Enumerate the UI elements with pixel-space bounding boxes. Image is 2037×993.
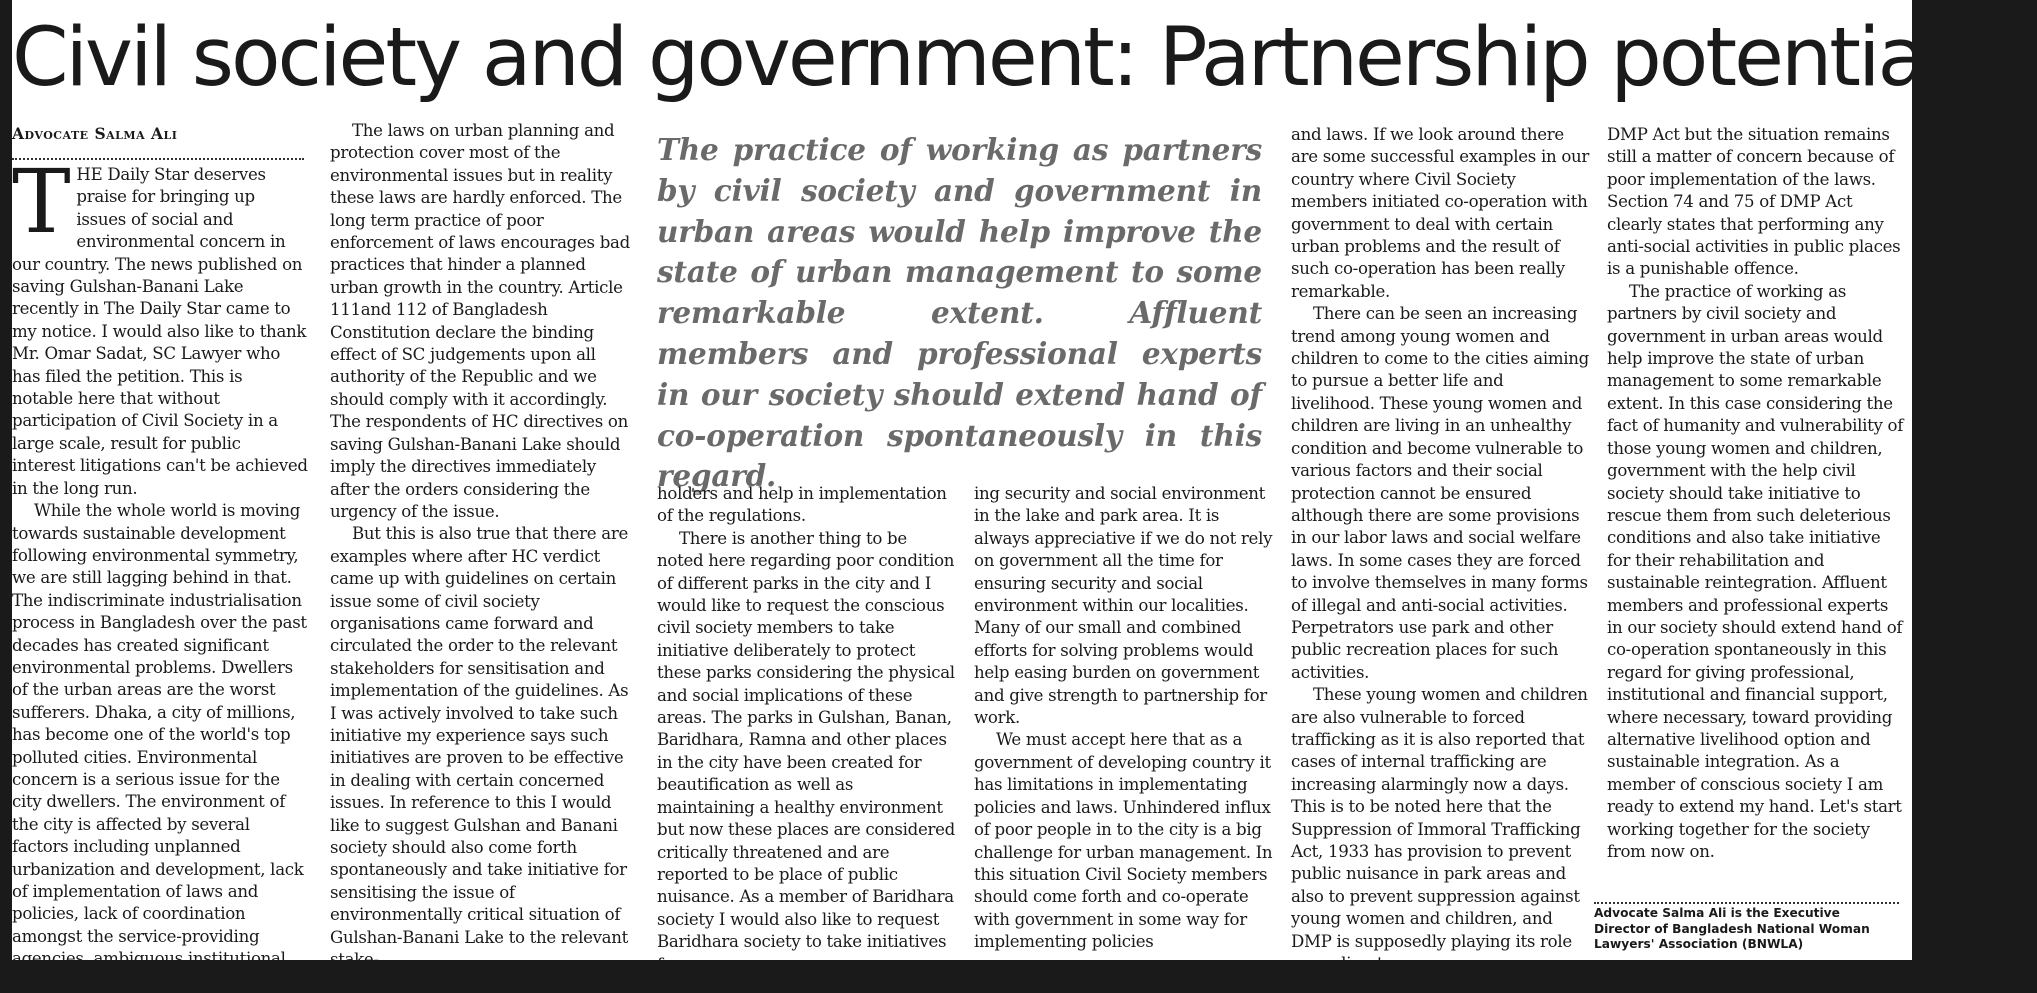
- paragraph: DMP Act but the situation remains still a matter of concern because of poor implementation of the laws. Section 74 and 75 of DMP Act clearly states that performing any anti-social activities in public places is a punishable offence.: [1607, 125, 1901, 279]
- author-credit: Advocate Salma Ali is the Executive Director of Bangladesh National Woman Lawyers' Association (BNWLA): [1594, 906, 1870, 952]
- headline: Civil society and government: Partnership potentiality: [12, 11, 2037, 105]
- byline: Advocate Salma Ali: [12, 124, 178, 143]
- paragraph: The laws on urban planning and protection cover most of the environmental issues but in reality these laws are hardly enforced. The long term practice of poor enforcement of laws encourages bad practices that hinder a planned urban growth in the country. Article 111and 112 of Bangladesh Constitution declare the binding effect of SC judgements upon all authority of the Republic and we should comply with it accordingly. The respondents of HC directives on saving Gulshan-Banani Lake should imply the directives immediately after the orders considering the urgency of the issue.: [330, 121, 630, 521]
- newspaper-page: [12, 0, 2037, 991]
- paragraph: These young women and children are also vulnerable to forced trafficking as it is also reported that cases of internal trafficking are increasing alarmingly now a days. This is to be noted here that the Suppression of Immoral Trafficking Act, 1933 has provision to prevent public nuisance in park areas and also to prevent suppression against young women and children, and DMP is supposedly playing its role according to: [1291, 685, 1588, 974]
- paragraph: ing security and social environment in the lake and park area. It is always appreciative if we do not rely on government all the time for ensuring security and social environment within our localities. Many of our small and combined efforts for solving problems would help easing burden on government and give strength to partnership for work.: [974, 484, 1273, 728]
- paragraph: holders and help in implementation of the regulations.: [657, 484, 947, 526]
- paragraph: While the whole world is moving towards sustainable development following environmental symmetry, we are still lagging behind in that. The indiscriminate industrialisation process in Bangladesh over the past decades has created significant environmental problems. Dwellers of the urban areas are the worst sufferers. Dhaka, a city of millions, has become one of the world's top polluted cities. Environmental concern is a serious issue for the city dwellers. The environment of the city is affected by several factors including unplanned urbanization and development, lack of implementation of laws and policies, lack of coordination amongst the service-providing agencies, ambiguous institutional arrangements and so on.: [12, 501, 307, 991]
- column-2: [330, 120, 630, 971]
- paragraph: But this is also true that there are examples where after HC verdict came up with guidelines on certain issue some of civil society organisations came forward and circulated the order to the relevant stakeholders for sensitisation and implementation of the guidelines. As I was actively involved to take such initiative my experience says such initiatives are proven to be effective in dealing with certain concerned issues. In reference to this I would like to suggest Gulshan and Banani society should also come forth spontaneously and take initiative for sensitising the issue of environmentally critical situation of Gulshan-Banani Lake to the relevant stake-: [330, 524, 629, 970]
- column-3: [657, 483, 955, 976]
- column-5: [1291, 124, 1591, 975]
- paragraph: We must accept here that as a government of developing country it has limitations in implementating policies and laws. Unhindered influx of poor people in to the city is a big challenge for urban management. In this situation Civil Society members should come forth and co-operate with government in some way for implementing policies: [974, 730, 1273, 952]
- column-4: [974, 483, 1274, 954]
- paragraph: [12, 150, 308, 500]
- column-6: [1607, 124, 1907, 863]
- paragraph: There can be seen an increasing trend among young women and children to come to the cities aiming to pursue a better life and livelihood. These young women and children are living in an unhealthy condition and become vulnerable to various factors and their social protection cannot be ensured although there are some provisions in our labor laws and social welfare laws. In some cases they are forced to involve themselves in many forms of illegal and anti-social activities. Perpetrators use park and other public recreation places for such activities.: [1291, 304, 1589, 682]
- paragraph: The practice of working as partners by civil society and government in urban areas would help improve the state of urban management to some remarkable extent. In this case considering the fact of humanity and vulnerability of those young women and children, government with the help civil society should take initiative to rescue them from such deleterious conditions and also take initiative for their rehabilitation and sustainable reintegration. Affluent members and professional experts in our society should extend hand of co-operation spontaneously in this regard for giving professional, institutional and financial support, where necessary, toward providing alternative livelihood option and sustainable integration. As a member of conscious society I am ready to extend my hand. Let's start working together for the society from now on.: [1607, 281, 1904, 861]
- paragraph: There is another thing to be noted here regarding poor condition of different parks in the city and I would like to request the conscious civil society members to take initiative deliberately to protect these parks considering the physical and social implications of these areas. The parks in Gulshan, Banan, Baridhara, Ramna and other places in the city have been created for beautification as well as maintaining a healthy environment but now these places are considered critically threatened and are reported to be place of public nuisance. As a member of Baridhara society I would also like to request Baridhara society to take initiatives for ensur-: [657, 528, 955, 974]
- credit-divider: [1594, 902, 1899, 904]
- drop-cap: T: [12, 150, 71, 253]
- column-1: [12, 150, 308, 993]
- paragraph: and laws. If we look around there are some successful examples in our country where Civil Society members initiated co-operation with government to deal with certain urban problems and the result of such co-operation has been really remarkable.: [1291, 125, 1590, 301]
- paragraph-text: HE Daily Star deserves praise for bringing up issues of social and environmental concern in our country. The news published on saving Gulshan-Banani Lake recently in The Daily Star came to my notice. I would also like to thank Mr. Omar Sadat, SC Lawyer who has filed the petition. This is notable here that without participation of Civil Society in a large scale, result for public interest litigations can't be achieved in the long run.: [12, 165, 308, 498]
- pull-quote: The practice of working as partners by civil society and government in urban areas would help improve the state of urban management to some remarkable extent. Affluent members and professional experts in our society should extend hand of co-operation spontaneously in this regard.: [657, 132, 1262, 494]
